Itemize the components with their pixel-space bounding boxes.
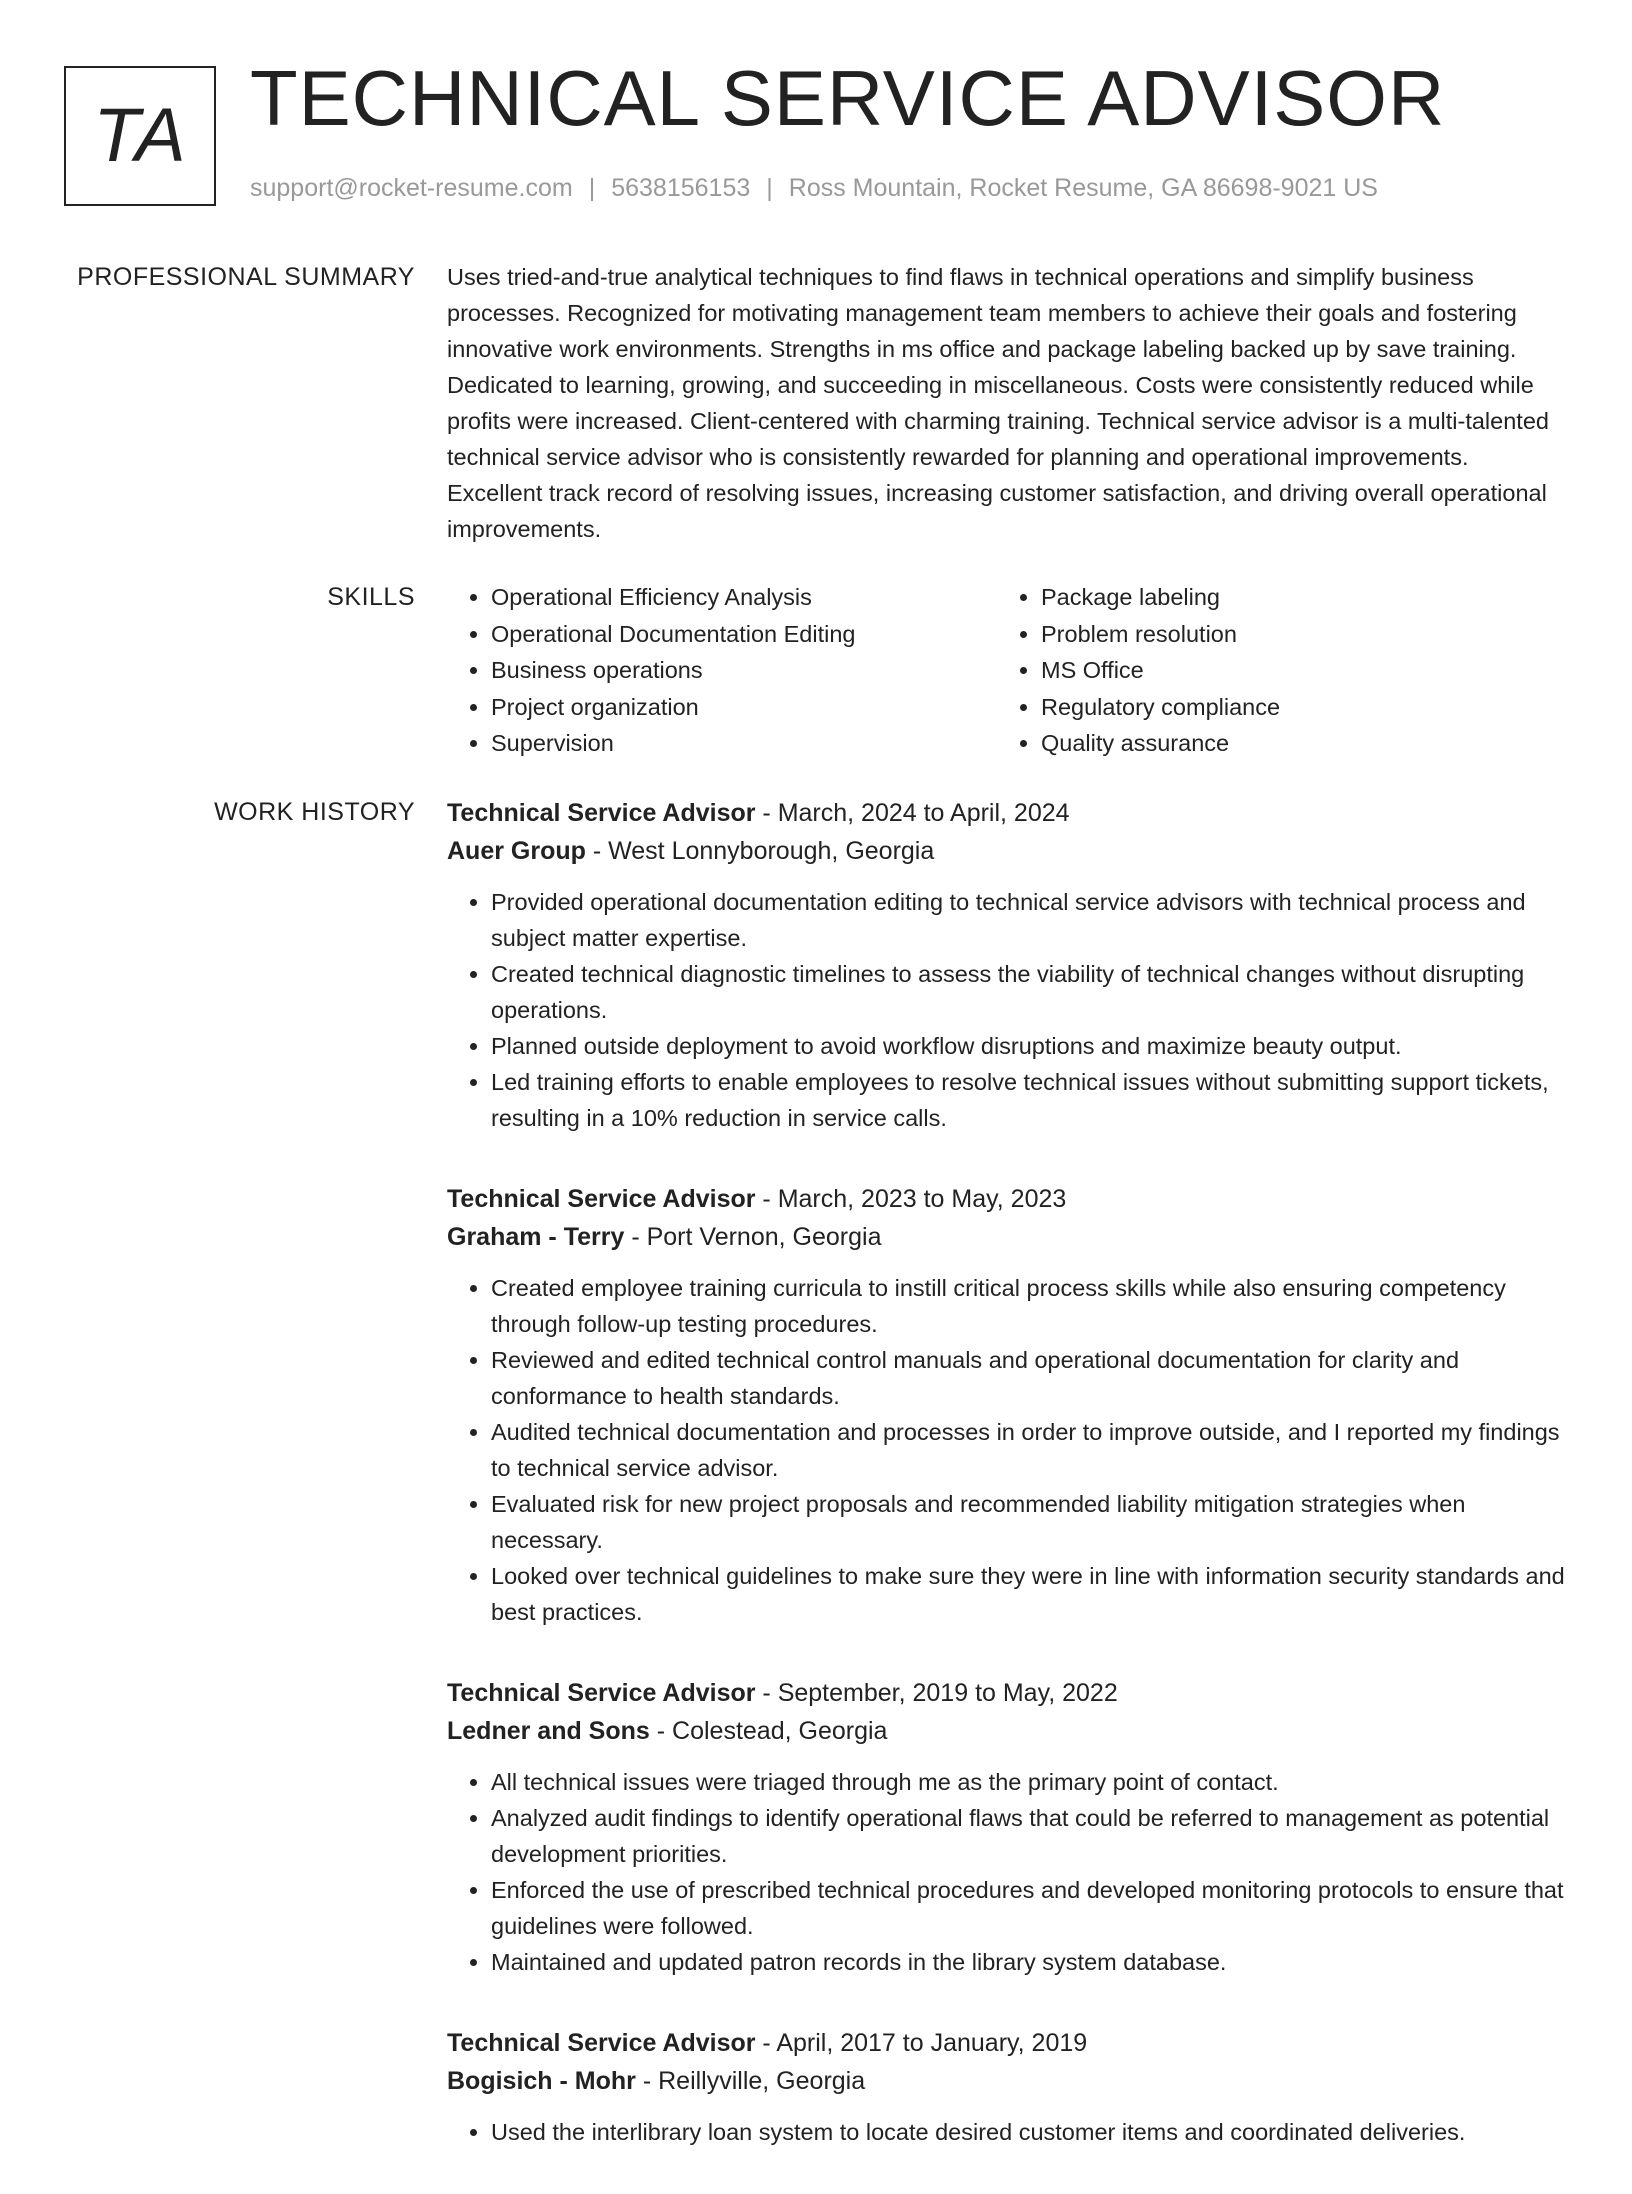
skill-item: • Operational Efficiency Analysis	[491, 579, 997, 616]
summary-title: PROFESSIONAL SUMMARY	[77, 263, 415, 291]
skill-item: • MS Office	[1041, 652, 1547, 689]
job-bullet: • Created technical diagnostic timelines to assess the viability of technical changes without disrupting operations.	[491, 956, 1567, 1028]
job-role-line	[447, 1674, 1567, 1712]
job-bullets	[447, 884, 1567, 1136]
job-bullet: • Planned outside deployment to avoid workflow disruptions and maximize beauty output.	[491, 1028, 1567, 1064]
contact-separator: |	[588, 174, 596, 202]
summary-body	[447, 259, 1567, 547]
skill-item: • Regulatory compliance	[1041, 689, 1547, 726]
summary-text: Uses tried-and-true analytical techniques to find flaws in technical operations and simplify business processes. Recognized for motivating management team members to achieve their goals and fostering innovative work environments. Strengths in ms office and package labeling backed up by save training. Dedicated to learning, growing, and succeeding in miscellaneous. Costs were consistently reduced while profits were increased. Client-centered with charming training. Technical service advisor is a multi-talented technical service advisor who is consistently rewarded for planning and operational improvements. Excellent track record of resolving issues, increasing customer satisfaction, and driving overall operational improvements.	[447, 264, 1549, 542]
job-entry	[447, 1180, 1567, 1630]
contact-line	[250, 174, 1378, 203]
contact-separator: |	[766, 174, 773, 202]
skill-item: • Operational Documentation Editing	[491, 616, 997, 653]
job-location: - West Lonnyborough, Georgia	[585, 837, 935, 865]
job-company-line	[447, 832, 1567, 870]
job-role: Technical Service Advisor	[447, 1679, 756, 1707]
initials-text: TA	[93, 93, 187, 178]
skill-item: • Problem resolution	[1041, 616, 1547, 653]
job-company: Auer Group	[447, 837, 586, 865]
job-bullet: • Led training efforts to enable employees to resolve technical issues without submitting support tickets, resulting in a 10% reduction in service calls.	[491, 1064, 1567, 1136]
job-role: Technical Service Advisor	[447, 1185, 756, 1213]
job-bullets	[447, 1270, 1567, 1630]
job-company: Graham - Terry	[447, 1223, 625, 1251]
skill-item: • Project organization	[491, 689, 997, 726]
skill-item: • Supervision	[491, 725, 997, 762]
job-dates: - March, 2024 to April, 2024	[755, 799, 1070, 827]
job-bullet: • All technical issues were triaged through me as the primary point of contact.	[491, 1764, 1567, 1800]
job-bullet: • Provided operational documentation editing to technical service advisors with technical process and subject matter expertise.	[491, 884, 1567, 956]
contact-address: Ross Mountain, Rocket Resume, GA 86698-9021 US	[788, 174, 1378, 202]
skill-item: • Business operations	[491, 652, 997, 689]
contact-phone: 5638156153	[611, 174, 751, 202]
job-role-line	[447, 794, 1567, 832]
job-bullet: • Looked over technical guidelines to make sure they were in line with information security standards and best practices.	[491, 1558, 1567, 1630]
job-bullet: • Maintained and updated patron records in the library system database.	[491, 1944, 1567, 1980]
job-location: - Port Vernon, Georgia	[624, 1223, 882, 1251]
job-company-line	[447, 1218, 1567, 1256]
job-company: Ledner and Sons	[447, 1717, 650, 1745]
job-entry	[447, 1674, 1567, 1980]
resume-name: TECHNICAL SERVICE ADVISOR	[250, 54, 1446, 142]
job-dates: - April, 2017 to January, 2019	[755, 2029, 1088, 2057]
job-role-line	[447, 1180, 1567, 1218]
initials-monogram	[64, 66, 216, 206]
job-dates: - March, 2023 to May, 2023	[755, 1185, 1067, 1213]
skill-item: • Quality assurance	[1041, 725, 1547, 762]
job-bullet: • Audited technical documentation and processes in order to improve outside, and I reported my findings to technical service advisor.	[491, 1414, 1567, 1486]
job-location: - Reillyville, Georgia	[635, 2067, 866, 2095]
job-role-line	[447, 2024, 1567, 2062]
job-company: Bogisich - Mohr	[447, 2067, 636, 2095]
work-history-body	[447, 794, 1567, 2194]
skills-body	[447, 579, 1567, 762]
job-bullet: • Created employee training curricula to instill critical process skills while also ensuring competency through follow-up testing procedures.	[491, 1270, 1567, 1342]
job-bullet: • Reviewed and edited technical control manuals and operational documentation for clarity and conformance to health standards.	[491, 1342, 1567, 1414]
job-bullet: • Analyzed audit findings to identify operational flaws that could be referred to management as potential development priorities.	[491, 1800, 1567, 1872]
job-entry	[447, 794, 1567, 1136]
job-bullets	[447, 1764, 1567, 1980]
job-entry	[447, 2024, 1567, 2150]
job-bullet: • Enforced the use of prescribed technical procedures and developed monitoring protocols to ensure that guidelines were followed.	[491, 1872, 1567, 1944]
job-bullet: • Used the interlibrary loan system to locate desired customer items and coordinated deliveries.	[491, 2114, 1567, 2150]
skill-item: • Package labeling	[1041, 579, 1547, 616]
job-dates: - September, 2019 to May, 2022	[755, 1679, 1118, 1707]
job-bullets	[447, 2114, 1567, 2150]
job-bullet: • Evaluated risk for new project proposals and recommended liability mitigation strategies when necessary.	[491, 1486, 1567, 1558]
skills-columns	[447, 579, 1567, 762]
skills-list-left	[447, 579, 997, 762]
skills-list-right	[997, 579, 1547, 762]
job-role: Technical Service Advisor	[447, 2029, 756, 2057]
job-role: Technical Service Advisor	[447, 799, 756, 827]
job-company-line	[447, 1712, 1567, 1750]
job-company-line	[447, 2062, 1567, 2100]
work-history-title: WORK HISTORY	[214, 798, 415, 826]
skills-title: SKILLS	[327, 583, 415, 611]
contact-email: support@rocket-resume.com	[250, 174, 573, 202]
job-location: - Colestead, Georgia	[649, 1717, 888, 1745]
